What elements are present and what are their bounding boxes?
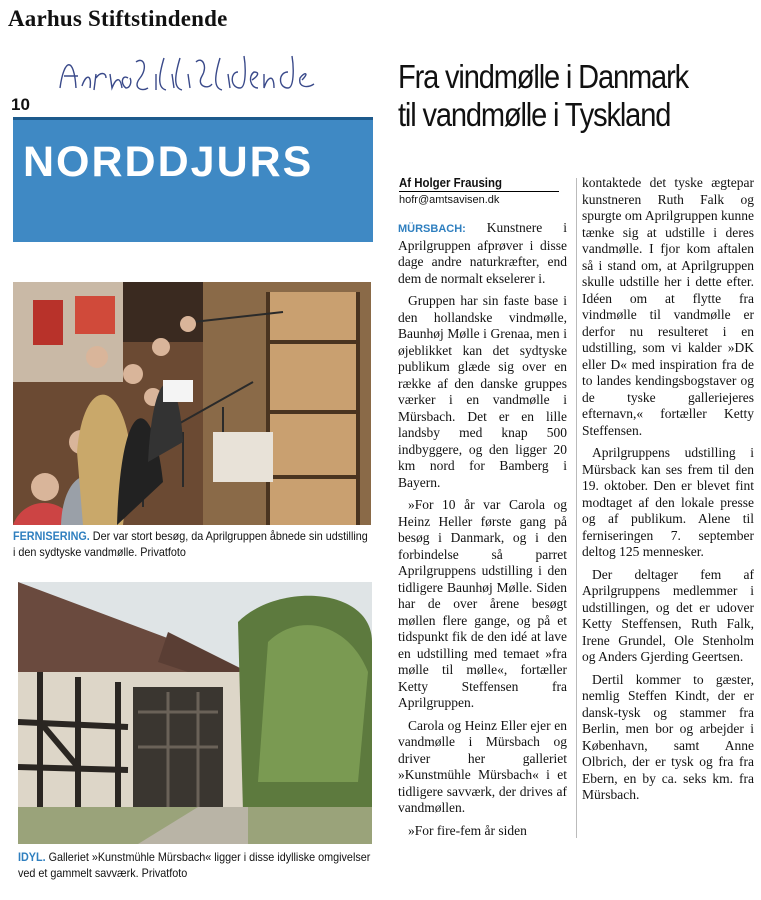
caption-lead: IDYL. xyxy=(18,850,46,864)
article-paragraph: Aprilgruppens udstilling i Mürsback kan ses frem til den 19. oktober. Den er blevet fint modtaget af den lokale presse og af publikum. Alene til ferniseringen 7. september deltog 125 mennesker. xyxy=(582,445,754,559)
photo-caption-mill xyxy=(18,849,374,881)
byline-rule xyxy=(399,191,559,192)
article-headline xyxy=(398,58,713,134)
article-paragraph: »For 10 år var Carola og Heinz Heller første gang på besøg i Danmark, og i den forbindelse så parret Aprilgruppens udstilling i den tidligere Baunhøj Mølle. Siden har de over årene besøgt møllen flere gange, og på et tidspunkt fik de den idé at lave en udstilling med temaet »fra mølle til mølle«, fortæller Ketty Steffensen fra Aprilgruppen. xyxy=(398,497,567,710)
article-column-2 xyxy=(582,175,754,810)
caption-lead: FERNISERING. xyxy=(13,529,90,543)
article-paragraph: Gruppen har sin faste base i den hollandske vindmølle, Baunhøj Mølle i Grenaa, men i øjeblikket kan det sydtyske publikum glæde sig over en række af den danske gruppes værker i en vandmølle i Mürsbach. Det er en lille landsby med knap 500 indbyggere, og den ligger 20 km nord for Bamberg i Bayern. xyxy=(398,293,567,490)
caption-text: Der var stort besøg, da Aprilgruppen åbnede sin udstilling i den sydtyske vandmølle. Privatfoto xyxy=(13,529,368,559)
handwritten-signature xyxy=(52,48,382,106)
masthead: Aarhus Stiftstindende xyxy=(8,6,228,31)
article-paragraph xyxy=(398,220,567,287)
byline: Af Holger Frausing xyxy=(399,175,502,190)
article-paragraph: »For fire-fem år siden xyxy=(408,822,527,838)
article-paragraph: Dertil kommer to gæster, nemlig Steffen Kindt, der er dansk-tysk og stammer fra Berlin, men bor og arbejder i København, samt Anne Olbrich, der er tysk og fra fra Ebern, en by ca. seks km. fra Mürsbach. xyxy=(582,671,754,802)
photo-mill-building xyxy=(18,582,372,844)
photo-caption-vernissage xyxy=(13,528,369,560)
page-number: 10 xyxy=(11,95,30,114)
article-column-1 xyxy=(398,220,567,845)
photo-vernissage xyxy=(13,282,371,525)
article-paragraph: kontaktede det tyske ægtepar kunstneren Ruth Falk og spurgte om Aprilgruppen kunne tænke sig at udstille i deres vandmølle. I fjor kom aftalen så i stand om, at Aprilgruppen skulle udstille her i dette efter. Idéen om at flytte fra vindmølle til vandmølle er derfor nu resulteret i en udstilling, som vi kalder »DK eller D« med inspiration fra de to landes kendingsbogstaver og de tyske galleriejeres efternavn,« fortæller Ketty Steffensen. xyxy=(582,175,754,438)
paragraph-text: Kunstnere i Aprilgruppen afprøver i disse dage andre naturkræfter, end dem de normalt ekselerer i. xyxy=(398,220,567,286)
headline-line-1: Fra vindmølle i Danmark xyxy=(398,58,688,95)
section-banner xyxy=(13,117,373,242)
article-paragraph: Der deltager fem af Aprilgruppens medlemmer i udstillingen, og det er udover Ketty Steffensen, Ruth Falk, Irene Grundel, Ole Stenholm og Anders Gjerding Geertsen. xyxy=(582,566,754,664)
caption-text: Galleriet »Kunstmühle Mürsbach« ligger i disse idylliske omgivelser ved et gammelt savværk. Privatfoto xyxy=(18,850,371,880)
section-title: NORDDJURS xyxy=(23,138,314,186)
dateline: MÜRSBACH: xyxy=(398,223,466,235)
column-divider xyxy=(576,178,577,838)
article-paragraph: Carola og Heinz Eller ejer en vandmølle i Mürsbach og driver her galleriet »Kunstmühle Mürsbach« i et tidligere savværk, der drives af vandmøllen. xyxy=(398,717,567,815)
headline-line-2: til vandmølle i Tyskland xyxy=(398,96,671,133)
author-email: hofr@amtsavisen.dk xyxy=(399,194,500,206)
